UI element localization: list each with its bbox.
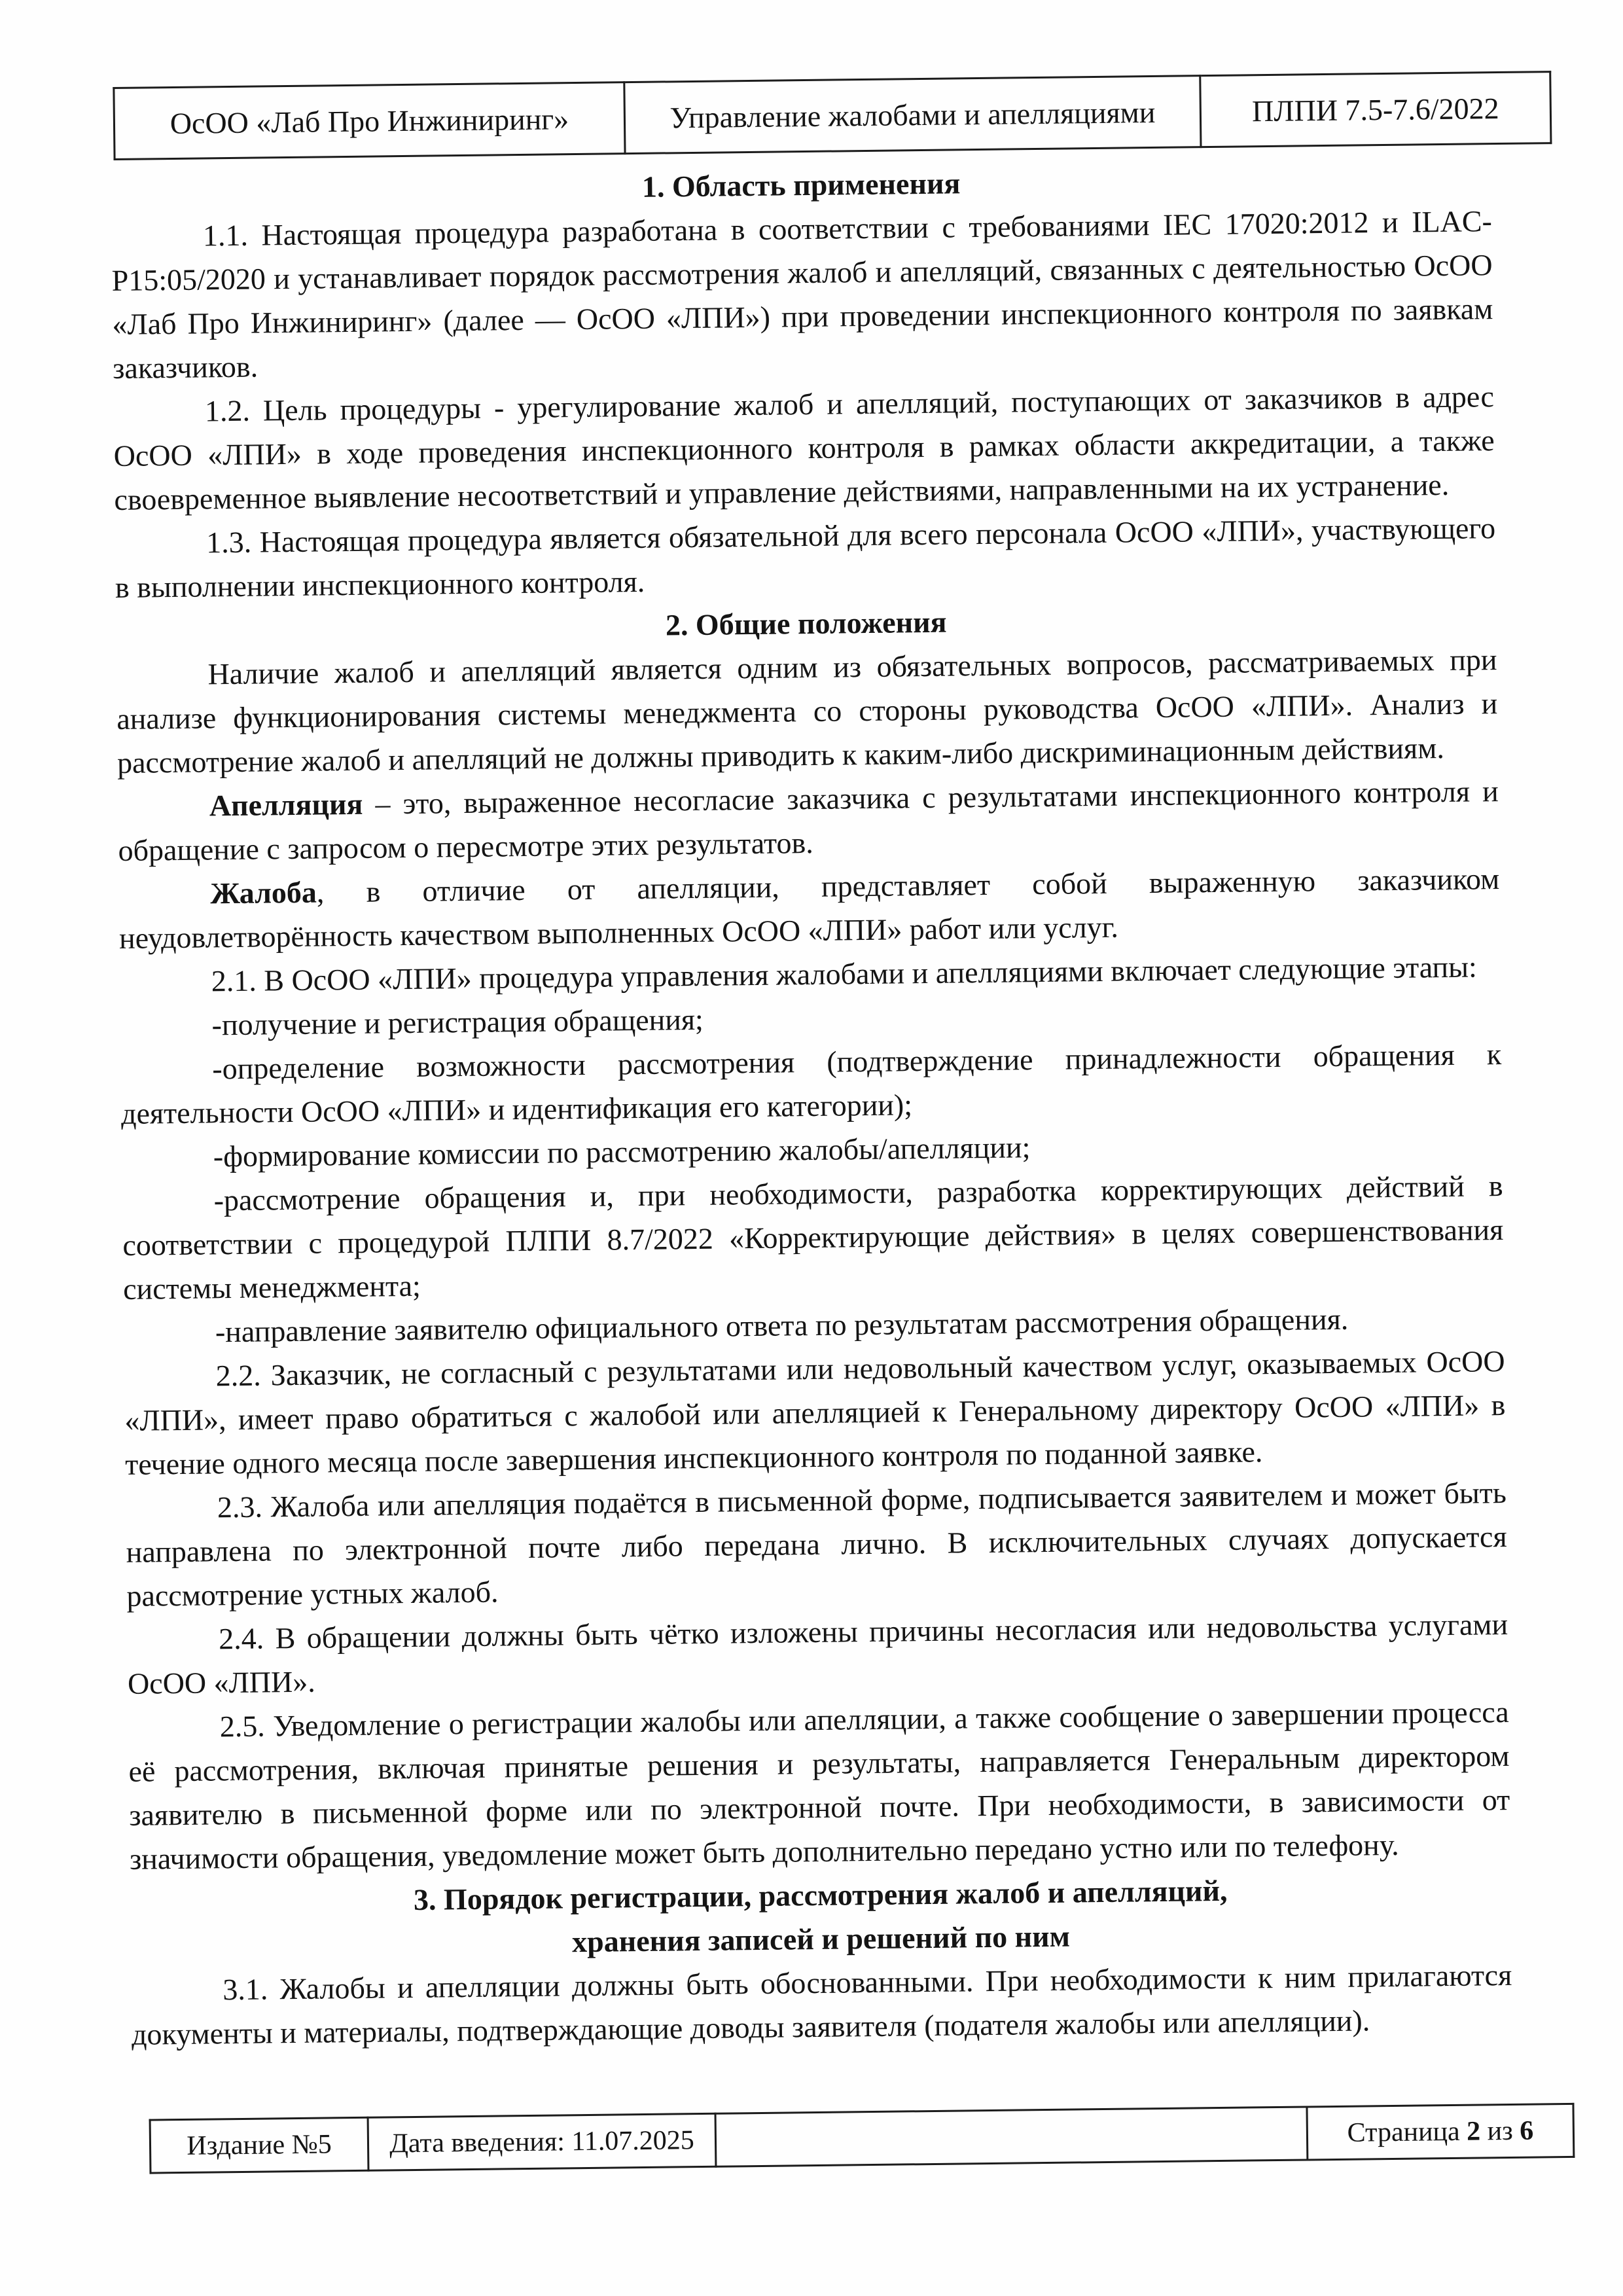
paragraph: -определение возможности рассмотрения (подтверждение принадлежности обращения к деятельности ОсОО «ЛПИ» и идентификация его категории); <box>120 1037 1502 1130</box>
section-heading: 1. Область применения <box>641 166 961 204</box>
section-heading: 3. Порядок регистрации, рассмотрения жалоб и апелляций, <box>413 1873 1228 1916</box>
footer-table <box>149 2103 1575 2174</box>
paragraph: -формирование комиссии по рассмотрению жалобы/апелляции; <box>213 1130 1031 1174</box>
paragraph: 2.1. В ОсОО «ЛПИ» процедура управления жалобами и апелляциями включает следующие этапы: <box>211 950 1478 998</box>
paragraph: Жалоба, в отличие от апелляции, представляет собой выраженную заказчиком неудовлетворённость качеством выполненных ОсОО «ЛПИ» работ или услуг. <box>118 862 1500 955</box>
section-heading: хранения записей и решений по ним <box>571 1919 1071 1959</box>
footer-edition-cell: Издание №5 <box>150 2117 368 2173</box>
paragraph: Апелляция – это, выраженное несогласие заказчика с результатами инспекционного контроля и обращение с запросом о пересмотре этих результатов. <box>118 774 1499 867</box>
paragraph: 2.4. В обращении должны быть чётко изложены причины несогласия или недовольства услугами ОсОО «ЛПИ». <box>127 1607 1508 1700</box>
paragraph: 1.1. Настоящая процедура разработана в соответствии с требованиями IEC 17020:2012 и ILAC-P15:05/2020 и устанавливает порядок рассмотрения жалоб и апелляций, связанных с деятельностью ОсОО «Лаб Про Инжиниринг» (далее — ОсОО «ЛПИ») при проведении инспекционного контроля по заявкам заказчиков. <box>111 204 1493 386</box>
paragraph: 1.2. Цель процедуры - урегулирование жалоб и апелляций, поступающих от заказчиков в адрес ОсОО «ЛПИ» в ходе проведения инспекционного контроля в рамках области аккредитации, а также своевременное выявление несоответствий и управление действиями, направленными на их устранение. <box>113 380 1495 517</box>
document-body <box>111 155 1513 2056</box>
footer-empty-cell <box>715 2107 1308 2166</box>
paragraph: -получение и регистрация обращения; <box>211 1002 704 1042</box>
section-heading: 2. Общие положения <box>665 605 947 642</box>
paragraph: Наличие жалоб и апелляций является одним из обязательных вопросов, рассматриваемых при анализе функционирования системы менеджмента со стороны руководства ОсОО «ЛПИ». Анализ и рассмотрение жалоб и апелляций не должны приводить к каким-либо дискриминационным действиям. <box>116 643 1498 780</box>
header-doc-code-cell: ПЛПИ 7.5-7.6/2022 <box>1200 72 1551 147</box>
paragraph: 2.2. Заказчик, не согласный с результатами или недовольный качеством услуг, оказываемых ОсОО «ЛПИ», имеет право обратиться с жалобой или апелляцией к Генеральному директору ОсОО «ЛПИ» в течение одного месяца после завершения инспекционного контроля по поданной заявке. <box>124 1344 1506 1481</box>
footer-page-of: из <box>1487 2115 1513 2147</box>
footer-date-cell: Дата введения: 11.07.2025 <box>368 2113 716 2170</box>
header-org-cell: ОсОО «Лаб Про Инжиниринг» <box>114 82 625 160</box>
footer-row <box>150 2104 1574 2173</box>
footer-page-cell <box>1307 2104 1574 2160</box>
paragraph: 3.1. Жалобы и апелляции должны быть обоснованными. При необходимости к ним прилагаются документы и материалы, подтверждающие доводы заявителя (подателя жалобы или апелляции). <box>131 1958 1512 2051</box>
term-bold: Жалоба <box>210 875 317 910</box>
paragraph: 1.3. Настоящая процедура является обязательной для всего персонала ОсОО «ЛПИ», участвующего в выполнении инспекционного контроля. <box>115 511 1496 605</box>
footer-page-label: Страница <box>1347 2116 1460 2148</box>
header-doc-title-cell: Управление жалобами и апелляциями <box>624 76 1201 154</box>
paragraph: -рассмотрение обращения и, при необходимости, разработка корректирующих действий в соответствии с процедурой ПЛПИ 8.7/2022 «Корректирующие действия» в целях совершенствования системы менеджмента; <box>122 1169 1504 1306</box>
footer-page-current: 2 <box>1466 2116 1481 2147</box>
term-bold: Апелляция <box>209 787 363 823</box>
header-row <box>114 72 1551 160</box>
header-table <box>113 71 1552 160</box>
paragraph: 2.3. Жалоба или апелляция подаётся в письменной форме, подписывается заявителем и может быть направлена по электронной почте либо передана лично. В исключительных случаях допускается рассмотрение устных жалоб. <box>126 1475 1507 1613</box>
footer-page-total: 6 <box>1519 2115 1534 2146</box>
paragraph: 2.5. Уведомление о регистрации жалобы или апелляции, а также сообщение о завершении процесса её рассмотрения, включая принятые решения и результаты, направляется Генеральным директором заявителю в письменной форме или по электронной почте. При необходимости, в зависимости от значимости обращения, уведомление может быть дополнительно передано устно или по телефону. <box>128 1695 1510 1876</box>
paragraph: -направление заявителю официального ответа по результатам рассмотрения обращения. <box>215 1302 1349 1349</box>
